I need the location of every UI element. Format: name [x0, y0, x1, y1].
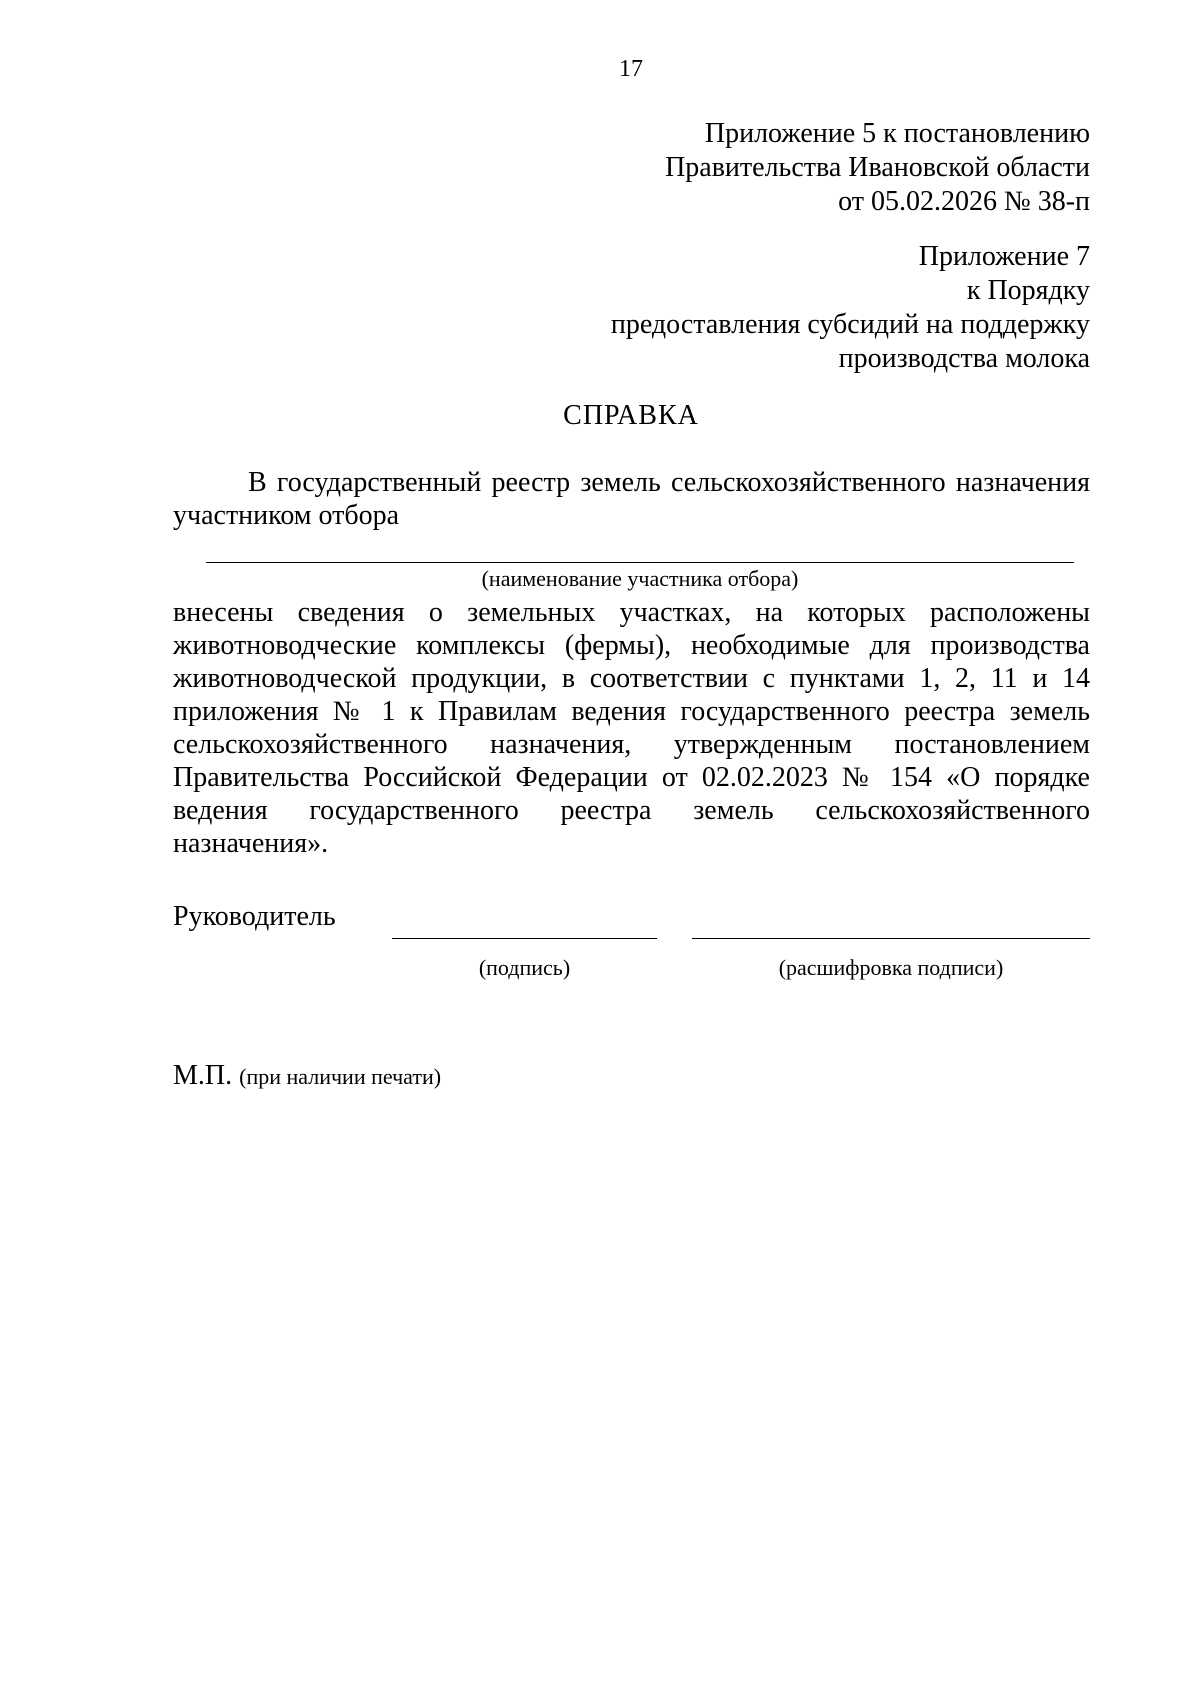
signature-line [392, 938, 657, 939]
main-text-line: ведения государственного реестра земель сельскохозяйственного [173, 795, 1090, 826]
participant-name-line [206, 562, 1074, 563]
intro-paragraph [173, 466, 1090, 532]
participant-name-caption: (наименование участника отбора) [481, 566, 799, 591]
appendix-7-line: производства молока [838, 343, 1090, 374]
appendix-5-line: Приложение 5 к постановлению [704, 118, 1090, 149]
signature-role-label: Руководитель [173, 901, 336, 932]
main-text-line: внесены сведения о земельных участках, на которых расположены [173, 597, 1090, 628]
appendix-5-line: от 05.02.2026 № 38-п [838, 186, 1090, 217]
document-title: СПРАВКА [563, 400, 699, 431]
seal-note: (при наличии печати) [239, 1064, 442, 1089]
main-text-line: назначения». [173, 828, 329, 859]
signature-decode-caption: (расшифровка подписи) [778, 955, 1004, 980]
main-text-line: сельскохозяйственного назначения, утвержденным постановлением [173, 729, 1090, 760]
main-text-line: Правительства Российской Федерации от 02.02.2023 № 154 «О порядке [173, 762, 1090, 793]
page-number: 17 [619, 56, 643, 82]
signature-caption: (подпись) [478, 955, 571, 980]
appendix-7-line: Приложение 7 [918, 241, 1090, 272]
main-text-line: животноводческой продукции, в соответствии с пунктами 1, 2, 11 и 14 [173, 663, 1090, 694]
main-paragraph [173, 596, 1090, 860]
seal-label: М.П. [173, 1060, 233, 1091]
signature-decode-line [692, 938, 1090, 939]
appendix-7-line: к Порядку [966, 275, 1090, 306]
main-text-line: животноводческие комплексы (фермы), необходимые для производства [173, 630, 1090, 661]
appendix-5-header [530, 117, 1090, 219]
appendix-7-line: предоставления субсидий на поддержку [610, 309, 1090, 340]
seal-placeholder [173, 1060, 441, 1092]
intro-text: В государственный реестр земель сельскохозяйственного назначения участником отбора [173, 467, 1090, 531]
main-text-line: приложения № 1 к Правилам ведения государственного реестра земель [173, 696, 1090, 727]
appendix-5-line: Правительства Ивановской области [665, 152, 1090, 183]
appendix-7-header [530, 240, 1090, 376]
